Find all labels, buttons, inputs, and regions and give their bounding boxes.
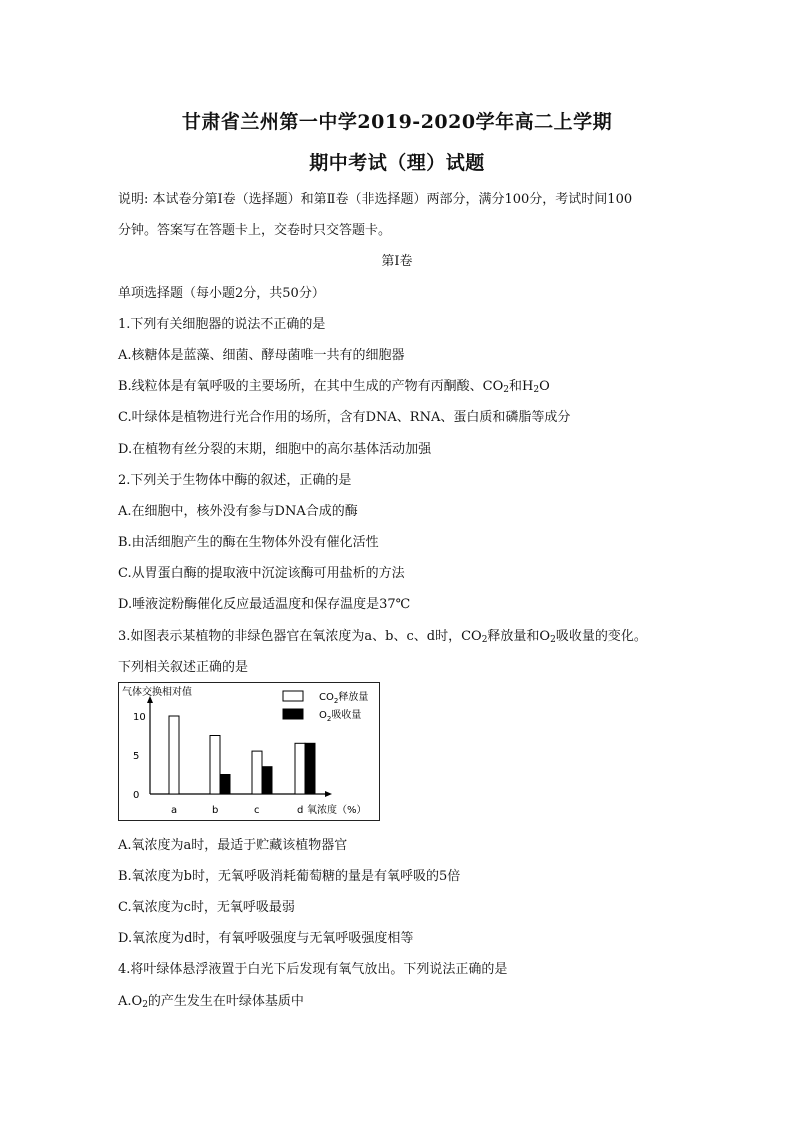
- question-3-option-d: D.氧浓度为d时，有氧呼吸强度与无氧呼吸强度相等: [118, 931, 414, 946]
- intro-line2: 分钟。答案写在答题卡上，交卷时只交答题卡。: [118, 223, 392, 238]
- bar-o2: [305, 743, 315, 794]
- section-title: 第Ⅰ卷: [381, 254, 413, 269]
- question-1-option-c: C.叶绿体是植物进行光合作用的场所，含有DNA、RNA、蛋白质和磷脂等成分: [118, 410, 571, 425]
- bar-o2: [220, 775, 230, 795]
- question-2-option-d: D.唾液淀粉酶催化反应最适温度和保存温度是37℃: [118, 597, 411, 612]
- question-2-option-c: C.从胃蛋白酶的提取液中沉淀该酶可用盐析的方法: [118, 566, 405, 581]
- question-1-option-d: D.在植物有丝分裂的末期，细胞中的高尔基体活动加强: [118, 442, 432, 457]
- question-2-option-b: B.由活细胞产生的酶在生物体外没有催化活性: [118, 535, 379, 550]
- section-instructions: 单项选择题（每小题2分，共50分）: [118, 286, 325, 301]
- y-axis-label: 气体交换相对值: [122, 687, 192, 698]
- intro-line1: 说明: 本试卷分第Ⅰ卷（选择题）和第Ⅱ卷（非选择题）两部分，满分100分，考试时间100: [118, 192, 633, 207]
- question-3-stem: 3.如图表示某植物的非绿色器官在氧浓度为a、b、c、d时，$CO_2$释放量和$O_2$吸收量的变化。: [118, 629, 647, 645]
- y-tick-label: 10: [133, 712, 146, 723]
- question-1-stem: 1.下列有关细胞器的说法不正确的是: [118, 317, 326, 332]
- x-tick-label: c: [254, 805, 260, 816]
- page-title-line2: 期中考试（理）试题: [309, 152, 485, 174]
- y-tick-label: 0: [133, 790, 140, 801]
- question-2-stem: 2.下列关于生物体中酶的叙述，正确的是: [118, 473, 352, 488]
- x-tick-label: d: [297, 805, 304, 816]
- question-1-option-a: A.核糖体是蓝藻、细菌、酵母菌唯一共有的细胞器: [118, 348, 405, 363]
- x-axis-label: 氧浓度（%）: [307, 805, 367, 816]
- x-tick-label: b: [212, 805, 219, 816]
- chart-svg: [119, 683, 379, 820]
- bar-co2: [210, 736, 220, 795]
- question-4-option-a: $A.O_2$的产生发生在叶绿体基质中: [118, 994, 304, 1010]
- bar-co2: [295, 743, 305, 794]
- bar-co2: [252, 751, 262, 794]
- question-3-option-b: B.氧浓度为b时，无氧呼吸消耗葡萄糖的量是有氧呼吸的5倍: [118, 869, 461, 884]
- question-2-option-a: A.在细胞中，核外没有参与DNA合成的酶: [118, 504, 358, 519]
- question-3-option-a: A.氧浓度为a时，最适于贮藏该植物器官: [118, 838, 348, 853]
- page-title-line1: 甘肃省兰州第一中学2019-2020学年高二上学期: [181, 111, 613, 133]
- x-axis-arrow: [325, 791, 332, 797]
- legend-swatch: [283, 691, 303, 701]
- bar-o2: [262, 767, 272, 794]
- legend-label: $CO_2$释放量: [319, 692, 369, 705]
- question-4-stem: 4.将叶绿体悬浮液置于白光下后发现有氧气放出。下列说法正确的是: [118, 962, 508, 977]
- bar-co2: [169, 716, 179, 794]
- y-tick-label: 5: [133, 751, 140, 762]
- question-3-stem-line2: 下列相关叙述正确的是: [118, 660, 249, 675]
- legend-label: $O_2$吸收量: [319, 710, 362, 723]
- question-1-option-b: B.线粒体是有氧呼吸的主要场所，在其中生成的产物有丙酮酸、$CO_2$和$H_2O$: [118, 379, 550, 395]
- legend-swatch: [283, 709, 303, 719]
- x-tick-label: a: [171, 805, 178, 816]
- gas-exchange-chart: [118, 682, 380, 821]
- question-3-option-c: C.氧浓度为c时，无氧呼吸最弱: [118, 900, 295, 915]
